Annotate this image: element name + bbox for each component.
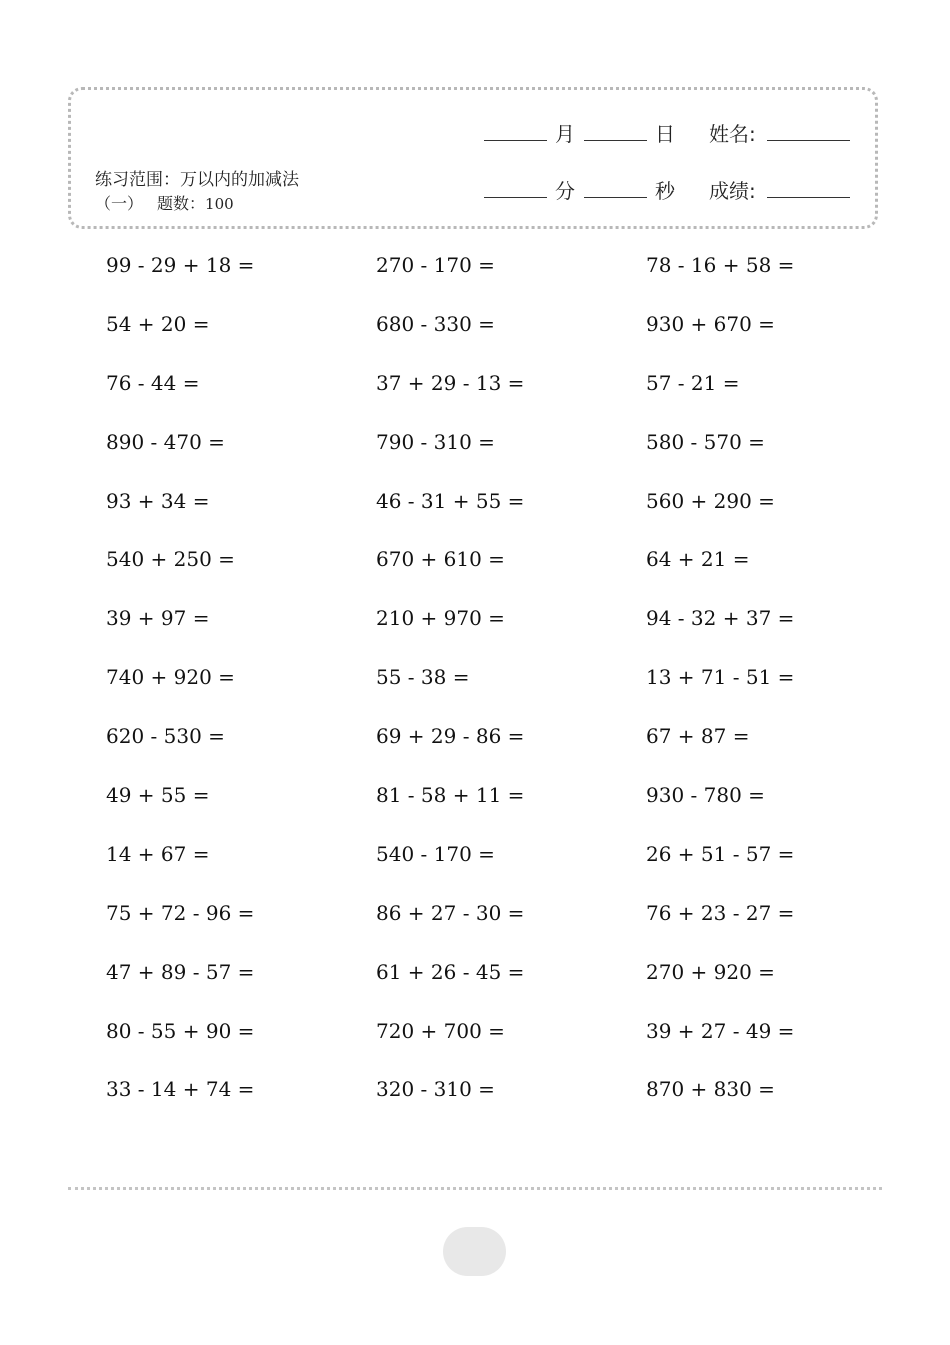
problem: 620 - 530 =	[106, 724, 225, 749]
scope-subtitle	[95, 192, 299, 216]
problem: 86 + 27 - 30 =	[376, 900, 525, 925]
problem: 320 - 310 =	[376, 1077, 495, 1102]
day-label: 日	[655, 122, 675, 146]
problem-row	[106, 957, 906, 1016]
score-blank[interactable]	[767, 197, 850, 198]
problem-row	[106, 544, 906, 603]
page-number-badge	[443, 1227, 506, 1276]
second-label: 秒	[655, 179, 675, 203]
problem: 930 + 670 =	[646, 311, 775, 336]
problem: 67 + 87 =	[646, 724, 750, 749]
problem: 69 + 29 - 86 =	[376, 724, 525, 749]
problem-grid	[106, 250, 906, 1133]
problem-row	[106, 250, 906, 309]
problem: 580 - 570 =	[646, 429, 765, 454]
problem: 99 - 29 + 18 =	[106, 253, 255, 277]
problem: 680 - 330 =	[376, 311, 495, 336]
problem: 870 + 830 =	[646, 1077, 775, 1102]
problem-row	[106, 427, 906, 486]
problem: 13 + 71 - 51 =	[646, 665, 795, 690]
name-blank[interactable]	[767, 140, 850, 141]
problem: 46 - 31 + 55 =	[376, 488, 525, 513]
problem: 47 + 89 - 57 =	[106, 959, 255, 984]
problem-row	[106, 839, 906, 898]
problem: 81 - 58 + 11 =	[376, 783, 525, 808]
problem: 49 + 55 =	[106, 783, 210, 808]
problem-row	[106, 898, 906, 957]
question-count-label: 题数：	[157, 194, 206, 213]
problem: 61 + 26 - 45 =	[376, 959, 525, 984]
problem-row	[106, 309, 906, 368]
problem: 540 - 170 =	[376, 841, 495, 866]
problem: 270 + 920 =	[646, 959, 775, 984]
problem-row	[106, 721, 906, 780]
problem-row	[106, 368, 906, 427]
problem: 76 - 44 =	[106, 370, 200, 395]
problem-row	[106, 780, 906, 839]
problem: 39 + 27 - 49 =	[646, 1018, 795, 1043]
minute-label: 分	[555, 179, 575, 203]
problem: 560 + 290 =	[646, 488, 775, 513]
problem: 540 + 250 =	[106, 547, 235, 572]
month-blank[interactable]	[484, 140, 547, 141]
problem: 33 - 14 + 74 =	[106, 1077, 255, 1102]
problem: 55 - 38 =	[376, 665, 470, 690]
problem: 740 + 920 =	[106, 665, 235, 690]
problem: 26 + 51 - 57 =	[646, 841, 795, 866]
problem: 78 - 16 + 58 =	[646, 253, 795, 277]
problem: 94 - 32 + 37 =	[646, 606, 795, 631]
date-name-row	[484, 118, 854, 146]
problem: 14 + 67 =	[106, 841, 210, 866]
scope-part: （一）	[95, 194, 144, 213]
problem: 930 - 780 =	[646, 783, 765, 808]
second-blank[interactable]	[584, 197, 647, 198]
problem: 75 + 72 - 96 =	[106, 900, 255, 925]
problem: 39 + 97 =	[106, 606, 210, 631]
practice-scope	[95, 168, 299, 216]
time-score-row	[484, 175, 854, 203]
problem-row	[106, 486, 906, 545]
problem: 37 + 29 - 13 =	[376, 370, 525, 395]
problem-row	[106, 1074, 906, 1133]
problem: 790 - 310 =	[376, 429, 495, 454]
month-label: 月	[555, 122, 575, 146]
problem: 210 + 970 =	[376, 606, 505, 631]
problem-row	[106, 1016, 906, 1075]
day-blank[interactable]	[584, 140, 647, 141]
problem: 54 + 20 =	[106, 311, 210, 336]
scope-title: 练习范围：万以内的加减法	[95, 170, 299, 190]
problem: 270 - 170 =	[376, 253, 495, 277]
name-label: 姓名:	[709, 122, 756, 146]
problem-row	[106, 603, 906, 662]
problem: 670 + 610 =	[376, 547, 505, 572]
score-label: 成绩:	[709, 179, 756, 203]
minute-blank[interactable]	[484, 197, 547, 198]
problem: 720 + 700 =	[376, 1018, 505, 1043]
problem: 57 - 21 =	[646, 370, 740, 395]
problem: 890 - 470 =	[106, 429, 225, 454]
problem: 80 - 55 + 90 =	[106, 1018, 255, 1043]
problem-row	[106, 662, 906, 721]
problem: 64 + 21 =	[646, 547, 750, 572]
problem: 76 + 23 - 27 =	[646, 900, 795, 925]
question-count: 100	[205, 195, 234, 213]
footer-divider	[68, 1187, 882, 1190]
problem: 93 + 34 =	[106, 488, 210, 513]
